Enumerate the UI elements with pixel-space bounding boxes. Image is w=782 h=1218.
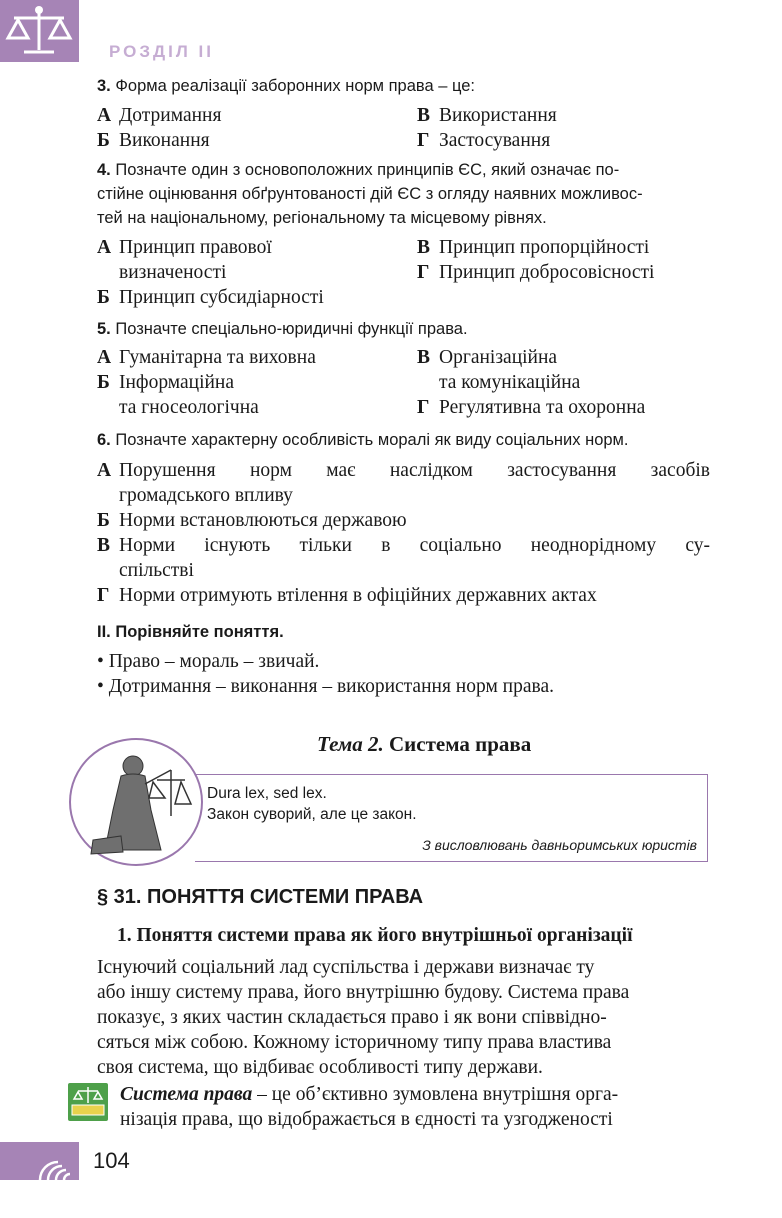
option[interactable]: В Норми існують тільки в соціально неоднорідному су- спільстві [97,535,710,581]
option[interactable]: Б Виконання [97,130,210,151]
themis-statue-icon [71,740,201,864]
list-item: • Дотримання – виконання – використання норм права. [97,676,554,697]
epigraph-box [195,774,708,862]
definition-marker [68,1083,108,1121]
option[interactable]: А Принцип правової визначеності [97,237,272,283]
question-4: 4. Позначте один з основоположних принципів ЄС, який означає по- стійне оцінювання обґрунтованості дій ЄС з огляду наявних можливос- тей на національному, регіональному та місцевому рівнях. [97,161,643,227]
page-number: 104 [93,1148,130,1173]
option[interactable]: Г Принцип добросовісності [417,262,655,283]
option[interactable]: Г Норми отримують втілення в офіційних державних актах [97,585,597,606]
question-3: 3. Форма реалізації заборонних норм права – це: [97,77,476,95]
definition-line: нізація права, що відображається в єдності та узгодженості [120,1109,613,1130]
option[interactable]: А Порушення норм має наслідком застосування засобів громадського впливу [97,460,710,506]
compare-title: II. Порівняйте поняття. [97,623,284,641]
footer-tab [0,1142,79,1180]
option[interactable]: В Організаційна та комунікаційна [417,347,581,393]
section-label: РОЗДІЛ II [109,42,214,61]
definition-line: Система права – це об’єктивно зумовлена внутрішня орга- [120,1084,619,1105]
option[interactable]: Г Регулятивна та охоронна [417,397,646,418]
list-item: • Право – мораль – звичай. [97,651,320,672]
section-tab [0,0,79,62]
topic-heading: Тема 2. Система права [317,732,532,756]
option[interactable]: Г Застосування [417,130,551,151]
themis-illustration [69,738,203,866]
paragraph-title: § 31. ПОНЯТТЯ СИСТЕМИ ПРАВА [97,886,424,908]
option[interactable]: В Використання [417,105,557,126]
option[interactable]: А Гуманітарна та виховна [97,347,316,368]
option[interactable]: Б Норми встановлюються державою [97,510,407,531]
scales-of-justice-icon [0,0,79,62]
option[interactable]: А Дотримання [97,105,222,126]
body-paragraph: Існуючий соціальний лад суспільства і держави визначає ту або іншу систему права, його внутрішню будову. Система права показує, з яких частин складається право і як вони співвідно- сяться між собою. Кожному історичному типу права властива своя система, що відбиває особливості типу держави. [97,957,630,1078]
book-scales-icon [68,1083,108,1121]
question-6: 6. Позначте характерну особливість моралі як виду соціальних норм. [97,431,629,449]
epigraph-latin: Dura lex, sed lex. [207,785,327,802]
arc-decoration-icon [0,1142,79,1180]
option[interactable]: Б Принцип субсидіарності [97,287,324,308]
option[interactable]: Б Інформаційна та гносеологічна [97,372,259,418]
subsection-title: 1. Поняття системи права як його внутрішньої організації [117,925,633,946]
question-5: 5. Позначте спеціально-юридичні функції права. [97,320,468,338]
option[interactable]: В Принцип пропорційності [417,237,650,258]
epigraph-source: З висловлювань давньоримських юристів [422,837,697,853]
epigraph-translation: Закон суворий, але це закон. [207,806,417,823]
